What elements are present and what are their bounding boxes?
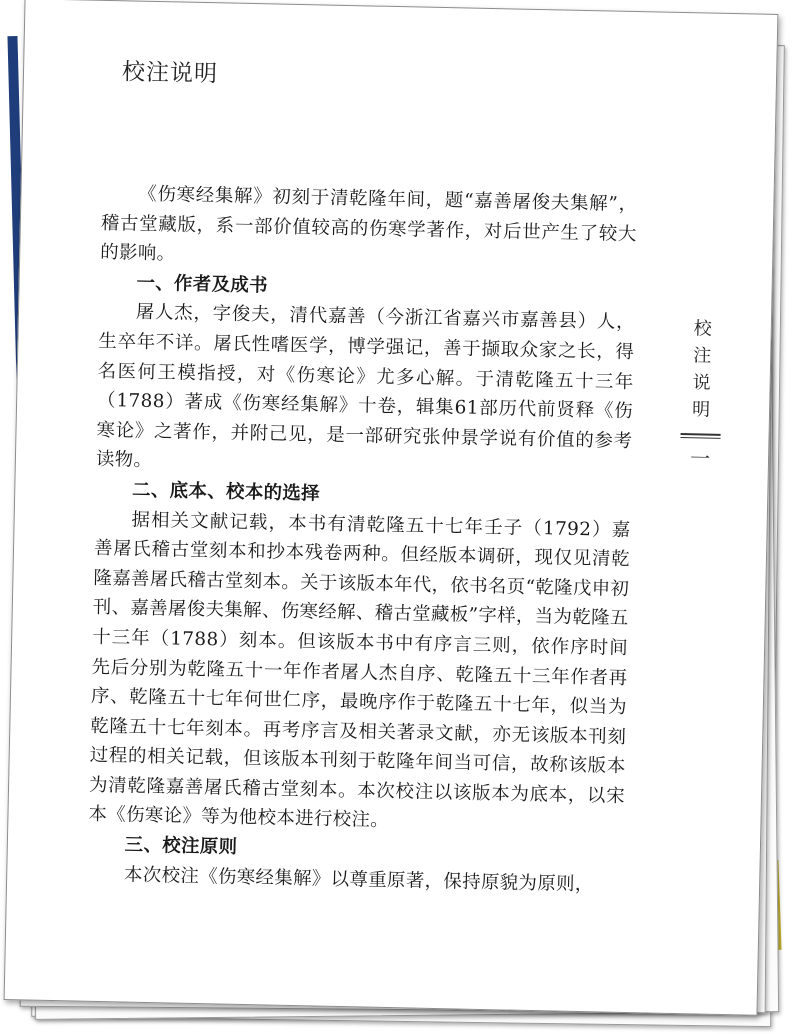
editions-paragraph: 据相关文献记载，本书有清乾隆五十七年壬子（1792）嘉善屠氏稽古堂刻本和抄本残卷两种。但经版本调研，现仅见清乾隆嘉善屠氏稽古堂刻本。关于该版本年代，依书名页“乾隆戊申初刊、嘉善屠俊夫集解、伤寒经解、稽古堂藏板”字样，当为乾隆五十三年（1788）刻本。但该版本书中有序言三则，依作序时间先后分别为乾隆五十一年作者屠人杰自序、乾隆五十三年作者再序、乾隆五十七年何世仁序，最晚序作于乾隆五十七年，似当为乾隆五十七年刻本。再考序言及相关著录文献，亦无该版本刊刻过程的相关记载，但该版本刊刻于乾隆年间当可信，故称该版本为清乾隆嘉善屠氏稽古堂刻本。本次校注以该版本为底本，以宋本《伤寒论》等为他校本进行校注。 bbox=[88, 509, 631, 832]
side-tab-rule bbox=[681, 433, 721, 436]
side-tab-char: 校 bbox=[693, 318, 713, 340]
body-text bbox=[87, 179, 638, 900]
intro-paragraph: 《伤寒经集解》初刻于清乾隆年间，题“嘉善屠俊夫集解”，稽古堂藏版，系一部价值较高的伤寒学著作，对后世产生了较大的影响。 bbox=[100, 183, 638, 265]
document-page bbox=[4, 0, 779, 1016]
side-tab-char: 注 bbox=[693, 345, 712, 367]
side-tab-char: 说 bbox=[692, 372, 711, 394]
side-tab-label bbox=[681, 315, 723, 424]
section-heading-editions: 二、底本、校本的选择 bbox=[131, 479, 321, 505]
side-tab-char: 明 bbox=[691, 399, 711, 421]
section-heading-author: 一、作者及成书 bbox=[136, 272, 269, 297]
page-number: 一 bbox=[689, 446, 711, 471]
author-paragraph: 屠人杰，字俊夫，清代嘉善（今浙江省嘉兴市嘉善县）人，生卒年不详。屠氏性嗜医学，博学强记，善于撷取众家之长，得名医何王模指授，对《伤寒论》尤多心解。于清乾隆五十三年（1788）著成《伤寒经集解》十卷，辑集61部历代前贤释《伤寒论》之著作，并附己见，是一部研究张仲景学说有价值的参考读物。 bbox=[95, 301, 636, 472]
section-heading-principles: 三、校注原则 bbox=[124, 834, 238, 858]
side-tab bbox=[680, 315, 723, 472]
page-title: 校注说明 bbox=[121, 59, 219, 88]
side-tab-rule bbox=[681, 437, 721, 439]
principles-paragraph: 本次校注《伤寒经集解》以尊重原著，保持原貌为原则， bbox=[123, 864, 594, 895]
